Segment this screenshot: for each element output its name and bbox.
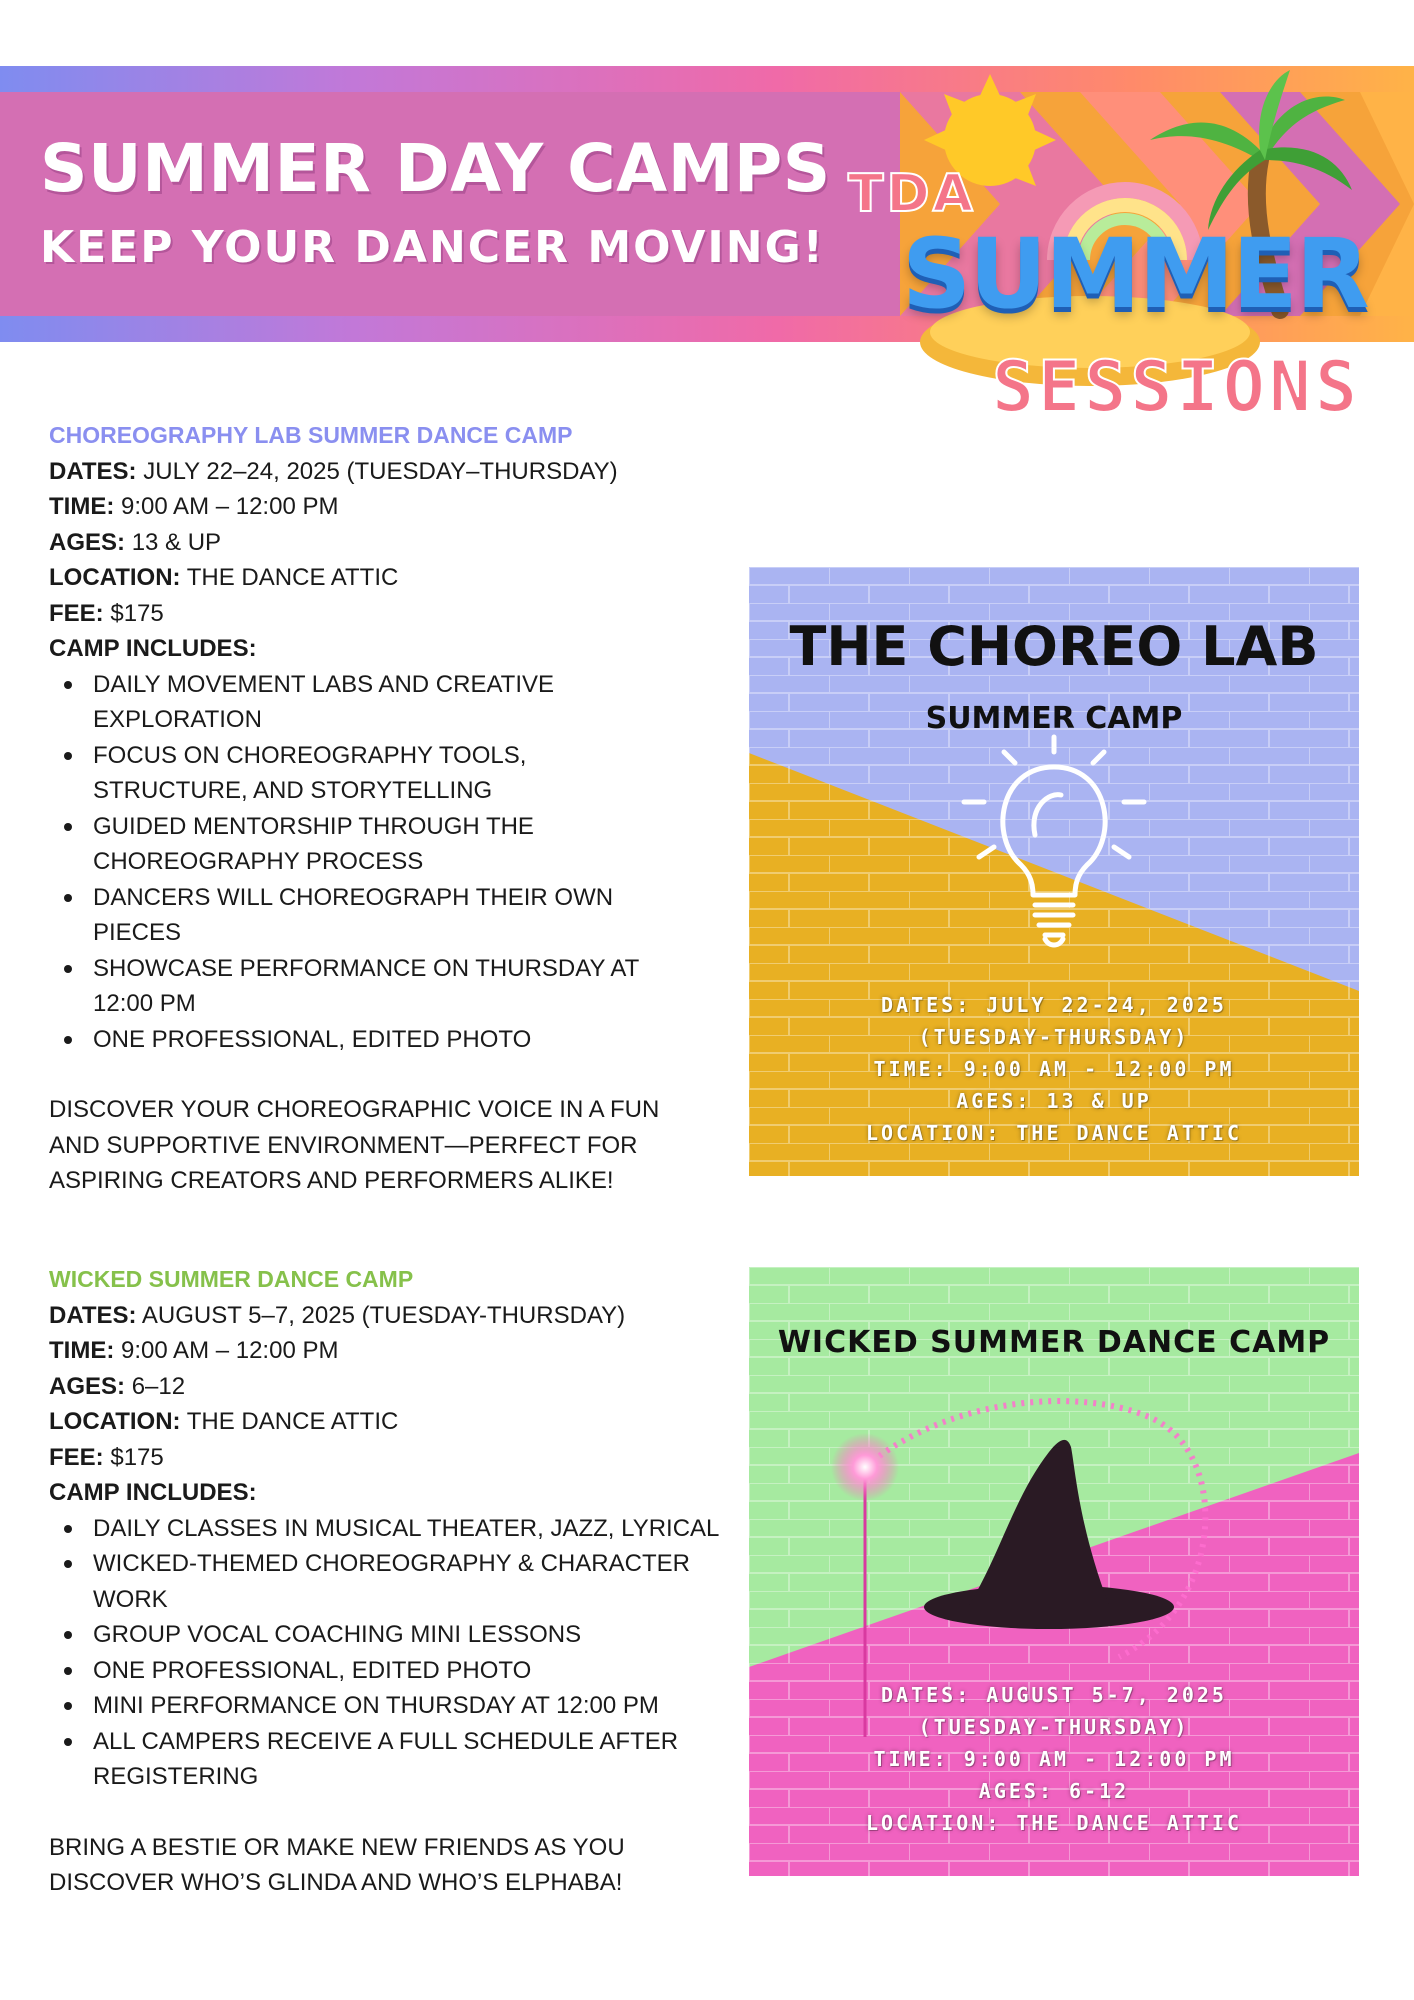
- poster-title: WICKED SUMMER DANCE CAMP: [777, 1325, 1331, 1360]
- list-item: GROUP VOCAL COACHING MINI LESSONS: [49, 1617, 739, 1653]
- time-field: TIME: 9:00 AM – 12:00 PM: [49, 493, 339, 520]
- includes-list: [49, 667, 669, 1058]
- list-item: DANCERS WILL CHOREOGRAPH THEIR OWN PIECES: [49, 880, 669, 951]
- camp-heading: WICKED SUMMER DANCE CAMP: [49, 1266, 414, 1292]
- list-item: ONE PROFESSIONAL, EDITED PHOTO: [49, 1022, 669, 1058]
- list-item: DAILY CLASSES IN MUSICAL THEATER, JAZZ, LYRICAL: [49, 1511, 739, 1547]
- dates-field: DATES: AUGUST 5–7, 2025 (TUESDAY-THURSDAY): [49, 1301, 626, 1329]
- sparkle-icon: [831, 1433, 899, 1501]
- ages-field: AGES: 13 & UP: [49, 528, 222, 556]
- list-item: FOCUS ON CHOREOGRAPHY TOOLS, STRUCTURE, AND STORYTELLING: [49, 738, 669, 809]
- list-item: ALL CAMPERS RECEIVE A FULL SCHEDULE AFTER REGISTERING: [49, 1724, 699, 1795]
- list-item: DAILY MOVEMENT LABS AND CREATIVE EXPLORATION: [49, 667, 669, 738]
- location-field: LOCATION: THE DANCE ATTIC: [49, 564, 399, 591]
- list-item: MINI PERFORMANCE ON THURSDAY AT 12:00 PM: [49, 1688, 739, 1724]
- camp-heading: CHOREOGRAPHY LAB SUMMER DANCE CAMP: [49, 422, 573, 448]
- list-item: GUIDED MENTORSHIP THROUGH THE CHOREOGRAPHY PROCESS: [49, 809, 669, 880]
- time-field: TIME: 9:00 AM – 12:00 PM: [49, 1337, 339, 1364]
- poster-title: THE CHOREO LAB: [789, 615, 1319, 678]
- camp-section-choreo: [49, 418, 739, 1199]
- includes-label: CAMP INCLUDES:: [49, 635, 257, 662]
- list-item: SHOWCASE PERFORMANCE ON THURSDAY AT 12:00 PM: [49, 951, 669, 1022]
- page-subtitle: KEEP YOUR DANCER MOVING!: [40, 222, 825, 273]
- logo-sessions-text: SESSIONS: [992, 346, 1362, 428]
- logo-tda-text: TDA: [848, 164, 976, 224]
- fee-field: FEE: $175: [49, 1443, 164, 1471]
- closing-text: BRING A BESTIE OR MAKE NEW FRIENDS AS YOU DISCOVER WHO’S GLINDA AND WHO’S ELPHABA!: [49, 1833, 625, 1896]
- closing-text: DISCOVER YOUR CHOREOGRAPHIC VOICE IN A FUN AND SUPPORTIVE ENVIRONMENT—PERFECT FOR ASPIRING CREATORS AND PERFORMERS ALIKE!: [49, 1096, 660, 1194]
- tda-summer-sessions-logo: [840, 70, 1368, 430]
- dates-field: DATES: JULY 22–24, 2025 (TUESDAY–THURSDAY): [49, 457, 618, 485]
- page-title: SUMMER DAY CAMPS: [40, 130, 831, 207]
- poster-info: DATES: JULY 22-24, 2025 (TUESDAY-THURSDAY) TIME: 9:00 AM - 12:00 PM AGES: 13 & UP LOCATION: THE DANCE ATTIC: [865, 993, 1243, 1145]
- location-field: LOCATION: THE DANCE ATTIC: [49, 1408, 399, 1435]
- fee-field: FEE: $175: [49, 599, 164, 627]
- wicked-camp-poster: [749, 1267, 1359, 1876]
- poster-info: DATES: AUGUST 5-7, 2025 (TUESDAY-THURSDAY) TIME: 9:00 AM - 12:00 PM AGES: 6-12 LOCATION: THE DANCE ATTIC: [865, 1683, 1243, 1835]
- poster-subtitle: SUMMER CAMP: [925, 701, 1183, 736]
- list-item: ONE PROFESSIONAL, EDITED PHOTO: [49, 1653, 739, 1689]
- ages-field: AGES: 6–12: [49, 1372, 186, 1400]
- includes-list: [49, 1511, 739, 1795]
- camp-section-wicked: [49, 1262, 739, 1901]
- logo-summer-text: SUMMER: [902, 218, 1368, 330]
- choreo-lab-poster: [749, 567, 1359, 1176]
- list-item: WICKED-THEMED CHOREOGRAPHY & CHARACTER WORK: [49, 1546, 699, 1617]
- includes-label: CAMP INCLUDES:: [49, 1479, 257, 1506]
